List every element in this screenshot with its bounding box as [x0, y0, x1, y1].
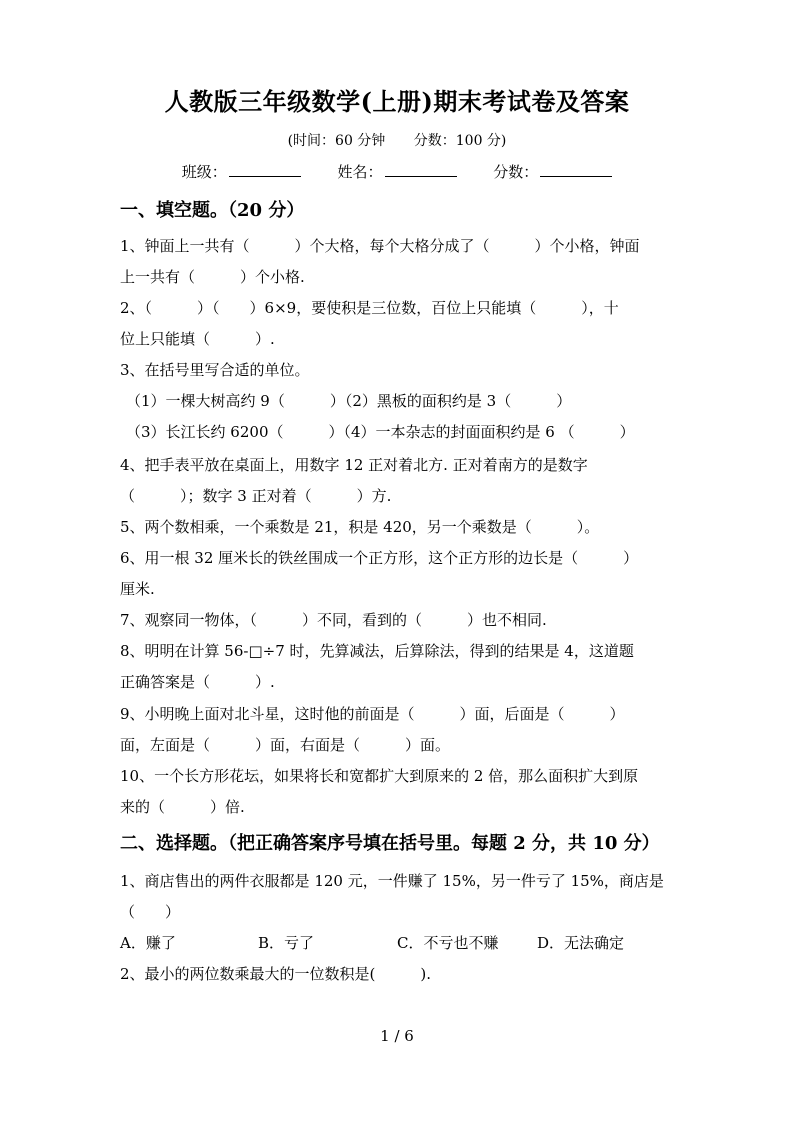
option-d: D．无法确定	[537, 934, 625, 952]
question-line: 6、用一根 32 厘米长的铁丝围成一个正方形，这个正方形的边长是（ ）	[120, 549, 639, 567]
question-line: （ ）；数字 3 正对着（ ）方.	[120, 487, 392, 505]
time-info: (时间：60 分钟	[287, 133, 386, 149]
question-line: （3）长江长约 6200（ ）（4）一本杂志的封面面积约是 6 （ ）	[126, 423, 635, 441]
question-line: 位上只能填（ ）.	[120, 330, 275, 348]
exam-meta	[0, 130, 794, 150]
score-blank	[540, 162, 612, 177]
name-blank	[385, 162, 457, 177]
question-line: 4、把手表平放在桌面上，用数字 12 正对着北方. 正对着南方的是数字	[120, 456, 588, 474]
question-line: 厘米.	[120, 580, 155, 598]
option-c: C．不亏也不赚	[397, 934, 499, 952]
question-line: 2、（ ）（ ）6×9，要使积是三位数，百位上只能填（ ），十	[120, 299, 619, 317]
class-label: 班级：	[181, 163, 227, 181]
question-line: 面，左面是（ ）面，右面是（ ）面。	[120, 736, 451, 754]
score-info: 分数：100 分)	[413, 133, 507, 149]
option-a: A．赚了	[120, 934, 176, 952]
question-line: 2、最小的两位数乘最大的一位数积是( ).	[120, 965, 432, 983]
student-fields	[0, 161, 794, 182]
answer-parentheses: （ ）	[120, 903, 181, 921]
question-line: （1）一棵大树高约 9（ ）（2）黑板的面积约是 3（ ）	[126, 392, 572, 410]
section1-heading: 一、填空题。（20 分）	[120, 200, 305, 221]
page-title: 人教版三年级数学(上册)期末考试卷及答案	[164, 87, 630, 116]
question-line: 8、明明在计算 56-□÷7 时，先算减法，后算除法，得到的结果是 4，这道题	[120, 642, 634, 660]
option-b: B．亏了	[258, 934, 315, 952]
name-field	[337, 161, 456, 182]
question-line: 5、两个数相乘，一个乘数是 21，积是 420，另一个乘数是（ ）。	[120, 518, 600, 536]
section2-heading: 二、选择题。（把正确答案序号填在括号里。每题 2 分，共 10 分）	[120, 833, 660, 854]
question-line: 7、观察同一物体，（ ）不同，看到的（ ）也不相同.	[120, 611, 547, 629]
question-line: 1、钟面上一共有（ ）个大格，每个大格分成了（ ）个小格，钟面	[120, 237, 640, 255]
question-line: 1、商店售出的两件衣服都是 120 元，一件赚了 15%，另一件亏了 15%，商店是	[120, 872, 664, 890]
question-line: 9、小明晚上面对北斗星，这时他的前面是（ ）面，后面是（ ）	[120, 705, 625, 723]
question-line: 来的（ ）倍.	[120, 798, 245, 816]
question-line: 3、在括号里写合适的单位。	[120, 361, 310, 379]
page-number: 1 / 6	[380, 1027, 414, 1045]
question-line: 上一共有（ ）个小格.	[120, 268, 305, 286]
score-field	[493, 161, 612, 182]
score-label: 分数：	[493, 163, 539, 181]
class-field	[182, 161, 301, 182]
question-line: 10、一个长方形花坛，如果将长和宽都扩大到原来的 2 倍，那么面积扩大到原	[120, 767, 639, 785]
question-line: 正确答案是（ ）.	[120, 673, 275, 691]
name-label: 姓名：	[337, 163, 383, 181]
class-blank	[229, 162, 301, 177]
